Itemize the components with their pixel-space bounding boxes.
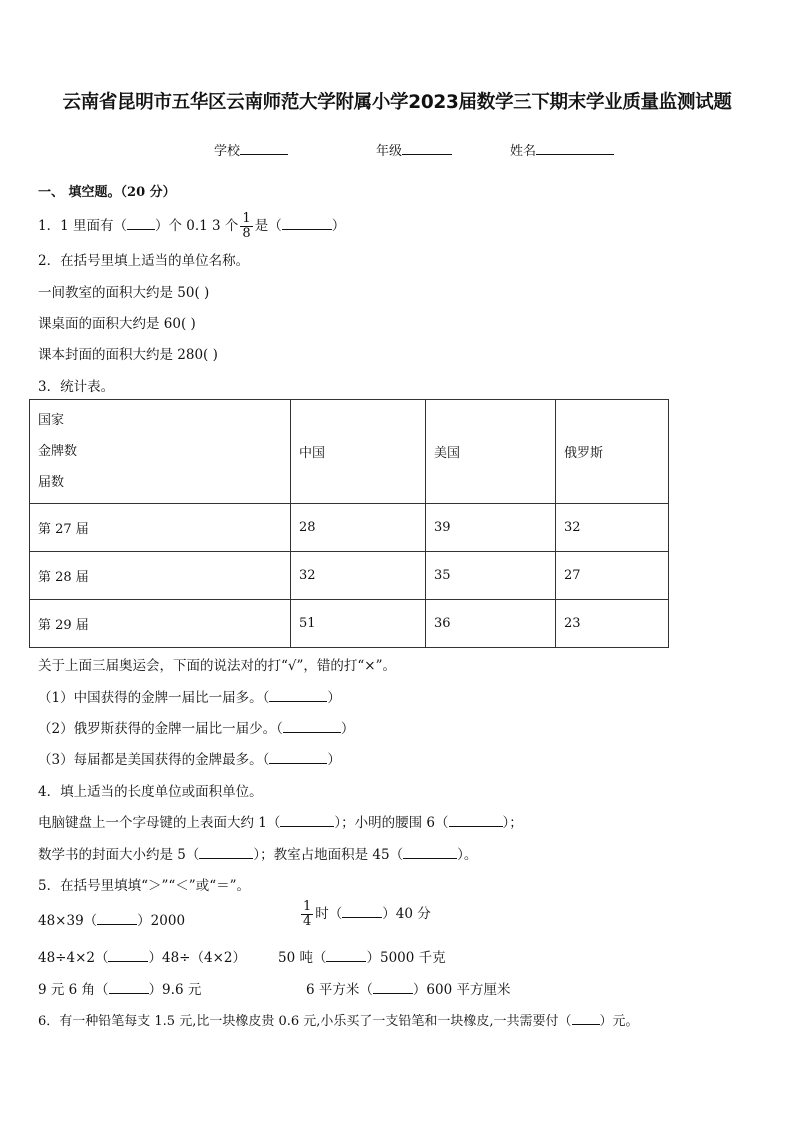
table-cell: 23 bbox=[556, 600, 669, 648]
q3-item-1-close: ） bbox=[327, 690, 341, 706]
q5-r2l-blank[interactable] bbox=[108, 949, 148, 962]
question-3-stem: 3．统计表。 bbox=[38, 379, 115, 395]
q1-fraction bbox=[240, 212, 252, 241]
q4-line-2 bbox=[38, 843, 477, 863]
column-header: 美国 bbox=[426, 400, 556, 504]
q3-item-2-text: （2）俄罗斯获得的金牌一届比一届少。（ bbox=[38, 721, 283, 737]
table-cell: 39 bbox=[426, 504, 556, 552]
question-2-stem: 2．在括号里填上适当的单位名称。 bbox=[38, 253, 250, 269]
school-blank[interactable] bbox=[240, 142, 288, 155]
question-4-stem: 4．填上适当的长度单位或面积单位。 bbox=[38, 784, 263, 800]
q2-line-3: 课本封面的面积大约是 280( ) bbox=[38, 347, 218, 363]
q1-text-a: 1．1 里面有（ bbox=[38, 218, 127, 234]
q3-item-2-blank[interactable] bbox=[283, 720, 341, 733]
q5-r1l-text-b: ）2000 bbox=[137, 913, 186, 929]
table-header-row bbox=[30, 400, 669, 504]
school-label: 学校 bbox=[214, 144, 241, 159]
q3-item-3 bbox=[38, 748, 341, 768]
q3-item-2 bbox=[38, 717, 354, 737]
q3-item-1 bbox=[38, 686, 341, 706]
q5-row-2-right bbox=[278, 946, 446, 966]
q6-text-a: 6．有一种铅笔每支 1.5 元,比一块橡皮贵 0.6 元,小乐买了一支铅笔和一块橡皮,一共需要付（ bbox=[38, 1014, 572, 1029]
q4-l1-blank-1[interactable] bbox=[280, 814, 334, 827]
q5-frac-den: 4 bbox=[303, 914, 312, 929]
q5-fraction bbox=[301, 900, 313, 929]
table-cell: 32 bbox=[556, 504, 669, 552]
q5-row-1-left bbox=[38, 909, 185, 929]
q5-row-1-right bbox=[299, 900, 431, 929]
q4-l2-blank-1[interactable] bbox=[199, 846, 253, 859]
table-cell: 32 bbox=[291, 552, 426, 600]
q6-text-b: ）元。 bbox=[599, 1014, 639, 1029]
q4-l2-text-a: 数学书的封面大小约是 5（ bbox=[38, 847, 200, 863]
grade-blank[interactable] bbox=[402, 142, 452, 155]
q3-item-2-close: ） bbox=[340, 721, 355, 737]
q5-r1l-text-a: 48×39（ bbox=[38, 913, 98, 929]
q1-frac-den: 8 bbox=[242, 226, 251, 241]
q1-text-d: ） bbox=[331, 218, 346, 234]
q5-r2r-text-a: 50 吨（ bbox=[278, 950, 327, 966]
q3-item-3-text: （3）每届都是美国获得的金牌最多。（ bbox=[38, 752, 270, 768]
q5-r1l-blank[interactable] bbox=[97, 912, 137, 925]
corner-medals: 金牌数 bbox=[38, 444, 78, 459]
q4-l1-text-a: 电脑键盘上一个字母键的上表面大约 1（ bbox=[38, 815, 281, 831]
q5-r2l-text-a: 48÷4×2（ bbox=[38, 950, 109, 966]
q5-r3l-text-b: ）9.6 元 bbox=[148, 982, 202, 998]
q1-blank-1[interactable] bbox=[127, 217, 155, 230]
row-label: 第 28 届 bbox=[30, 552, 291, 600]
question-1 bbox=[38, 212, 345, 241]
q2-line-1: 一间教室的面积大约是 50( ) bbox=[38, 285, 210, 301]
table-corner-cell bbox=[30, 400, 291, 504]
q1-frac-num: 1 bbox=[242, 211, 251, 226]
q5-r2r-blank[interactable] bbox=[326, 949, 366, 962]
q3-item-1-blank[interactable] bbox=[269, 689, 327, 702]
table-row bbox=[30, 504, 669, 552]
question-6 bbox=[38, 1010, 639, 1029]
column-header: 中国 bbox=[291, 400, 426, 504]
q1-text-c: 是（ bbox=[254, 218, 282, 234]
q4-line-1 bbox=[38, 811, 523, 831]
question-5-stem: 5．在括号里填填“＞”“＜”或“＝”。 bbox=[38, 878, 250, 894]
q4-l2-text-b: ）；教室占地面积是 45（ bbox=[253, 847, 404, 863]
grade-field[interactable] bbox=[376, 140, 452, 159]
q1-blank-2[interactable] bbox=[282, 217, 332, 230]
q1-text-b: ）个 0.1 3 个 bbox=[154, 218, 239, 234]
q5-r1r-blank[interactable] bbox=[342, 905, 382, 918]
table-row bbox=[30, 552, 669, 600]
q4-l1-blank-2[interactable] bbox=[449, 814, 503, 827]
page-title: 云南省昆明市五华区云南师范大学附属小学2023届数学三下期末学业质量监测试题 bbox=[62, 92, 732, 113]
q3-instruction: 关于上面三届奥运会，下面的说法对的打“√”，错的打“×”。 bbox=[38, 658, 397, 674]
section-heading: 一、 填空题。（20 分） bbox=[38, 185, 176, 200]
name-label: 姓名 bbox=[510, 144, 537, 159]
q5-frac-num: 1 bbox=[303, 899, 312, 914]
q6-blank[interactable] bbox=[572, 1012, 600, 1025]
q5-row-3-left bbox=[38, 978, 201, 998]
q5-r1r-text-a: 时（ bbox=[315, 906, 343, 922]
q3-item-3-blank[interactable] bbox=[269, 751, 327, 764]
table-cell: 28 bbox=[291, 504, 426, 552]
corner-country: 国家 bbox=[38, 413, 65, 428]
q5-r2r-text-b: ）5000 千克 bbox=[366, 950, 446, 966]
name-blank[interactable] bbox=[536, 142, 614, 155]
stats-table bbox=[29, 399, 669, 648]
q4-l1-text-c: ）； bbox=[502, 815, 523, 831]
table-cell: 27 bbox=[556, 552, 669, 600]
q4-l2-blank-2[interactable] bbox=[403, 846, 457, 859]
q5-r3r-text-a: 6 平方米（ bbox=[306, 982, 373, 998]
q4-l1-text-b: ）；小明的腰围 6（ bbox=[334, 815, 449, 831]
q5-r2l-text-b: ）48÷（4×2） bbox=[148, 950, 246, 966]
table-cell: 36 bbox=[426, 600, 556, 648]
q5-r1r-text-b: ）40 分 bbox=[382, 906, 431, 922]
q5-r3r-text-b: ）600 平方厘米 bbox=[412, 982, 511, 998]
table-cell: 51 bbox=[291, 600, 426, 648]
grade-label: 年级 bbox=[376, 144, 403, 159]
name-field[interactable] bbox=[510, 140, 614, 159]
q5-row-3-right bbox=[306, 978, 510, 998]
q2-line-2: 课桌面的面积大约是 60( ) bbox=[38, 316, 196, 332]
school-field[interactable] bbox=[214, 140, 288, 159]
q3-item-1-text: （1）中国获得的金牌一届比一届多。（ bbox=[38, 690, 270, 706]
table-cell: 35 bbox=[426, 552, 556, 600]
table-row bbox=[30, 600, 669, 648]
row-label: 第 29 届 bbox=[30, 600, 291, 648]
q5-r3l-text-a: 9 元 6 角（ bbox=[38, 982, 109, 998]
q5-r3l-blank[interactable] bbox=[109, 981, 149, 994]
column-header: 俄罗斯 bbox=[556, 400, 669, 504]
corner-session: 届数 bbox=[38, 475, 65, 490]
q5-r3r-blank[interactable] bbox=[373, 981, 413, 994]
q3-item-3-close: ） bbox=[327, 752, 341, 768]
q5-row-2-left bbox=[38, 946, 246, 966]
q4-l2-text-c: ）。 bbox=[457, 847, 478, 863]
row-label: 第 27 届 bbox=[30, 504, 291, 552]
